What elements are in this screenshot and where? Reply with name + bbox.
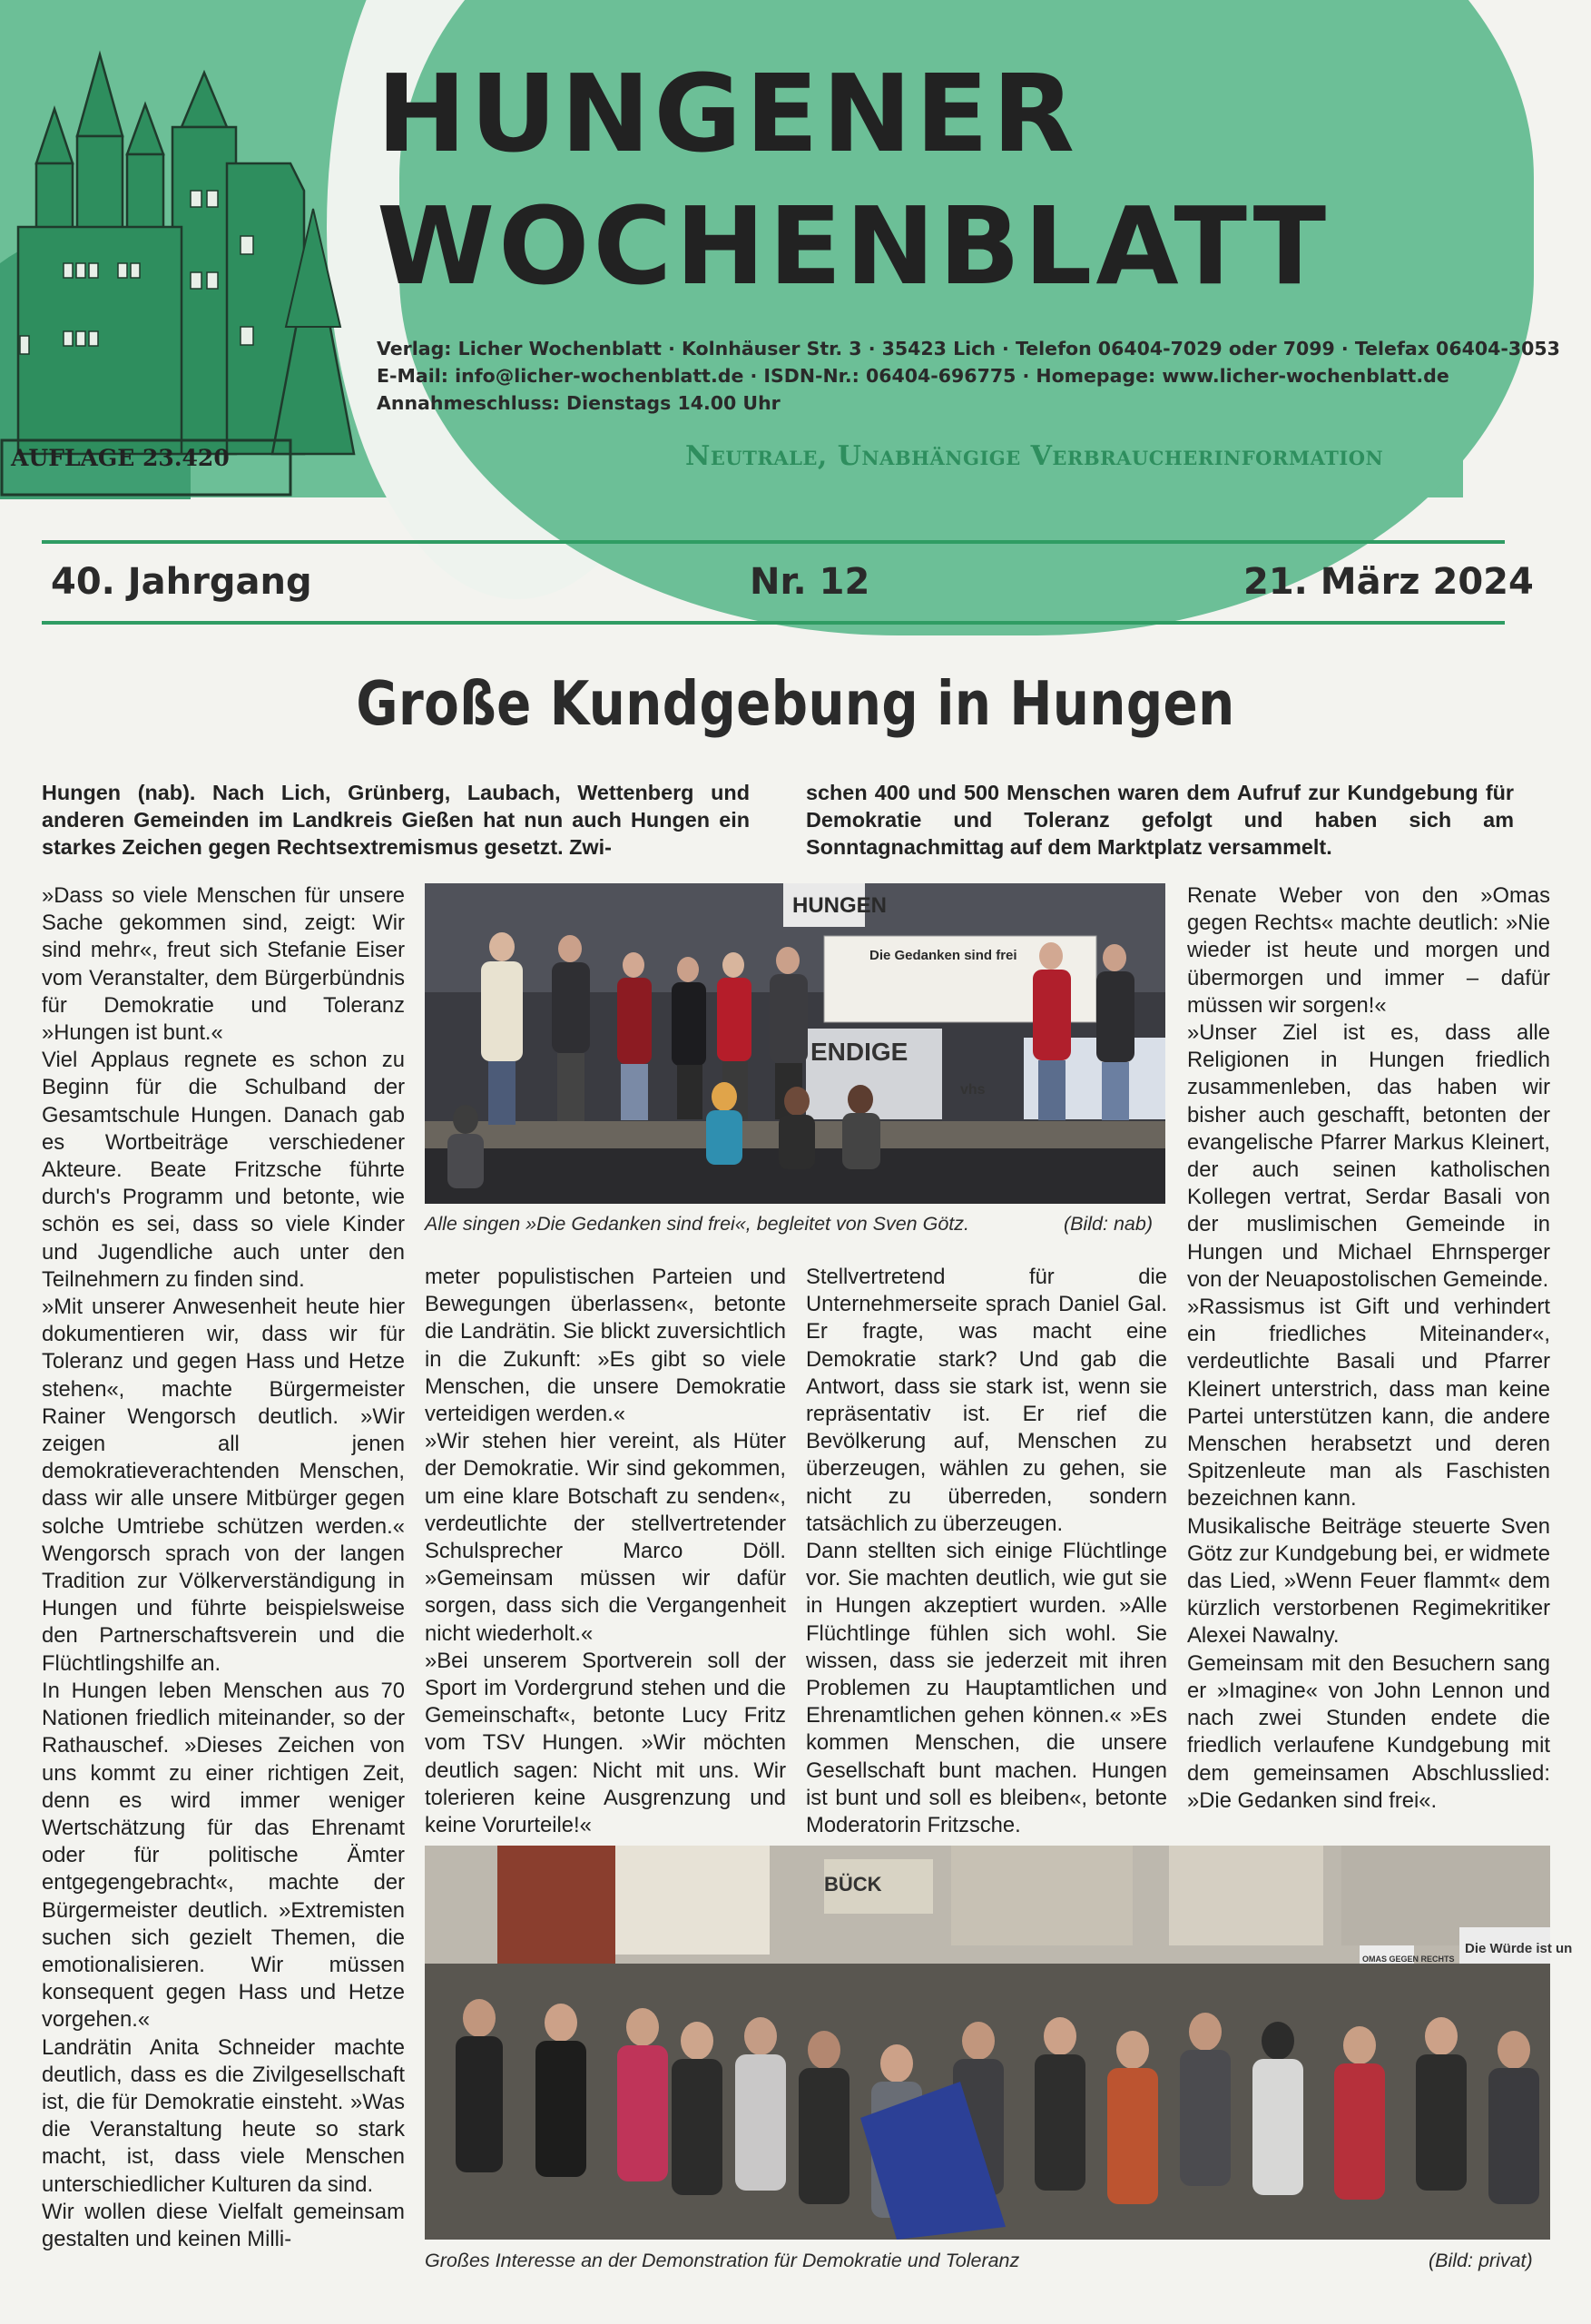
issue-line [51, 561, 1539, 606]
crowd-sign-omas: OMAS GEGEN RECHTS [1362, 1955, 1455, 1964]
masthead [0, 0, 1560, 497]
stage-banner-text: HUNGEN [792, 893, 888, 918]
paragraph: meter populistischen Parteien und Bewegungen überlassen«, betonte die Landrätin. Sie blickt zuversichtlich in die Zukunft: »Es gibt so viele Menschen, die unsere Demokratie verteidigen werden.« [425, 1265, 786, 1427]
paragraph: Wir wollen diese Vielfalt gemeinsam gestalten und keinen Milli- [42, 2199, 405, 2251]
photo-crowd-credit: (Bild: privat) [1429, 2250, 1533, 2271]
issue-volume: 40. Jahrgang [51, 561, 312, 603]
masthead-title-line2: WOCHENBLATT [377, 183, 1331, 309]
paragraph: »Rassismus ist Gift und verhindert ein friedliches Miteinander«, verdeutlichte Basali und Pfarrer Kleinert unterstrich, dass man keine Partei unterstützen kann, die andere Menschen herabsetzt und deren Spitzenleute man als Faschisten bezeichnen kann. [1187, 1295, 1550, 1512]
crowd-sign-wuerde: Die Würde ist un [1465, 1941, 1573, 1956]
stage-vhs-logo: vhs [960, 1082, 986, 1098]
photo-stage [425, 883, 1165, 1204]
paragraph: Dann stellten sich einige Flüchtlinge vor. Sie machten deutlich, wie gut sie in Hungen akzeptiert wurden. »Alle Flüchtlinge fühlen sich wohl. Sie wissen, dass sie jederzeit mit ihren Problemen zu Hauptamtlichen und Ehrenamtlichen gehen können.« »Es kommen Menschen, die unsere Gesellschaft bunt machen. Hungen ist bunt und soll es bleiben«, betonte Moderatorin Fritzsche. [806, 1539, 1167, 1838]
rule-top [42, 540, 1505, 544]
paragraph: In Hungen leben Menschen aus 70 Nationen friedlich miteinander, so der Rathauschef. »Dieses Zeichen von uns kommt zu einer richtigen Zeit, denn es wird immer weniger Wertschätzung für das Ehrenamt oder für politische Ämter entgegengebracht«, machte der Bürgermeister deutlich. »Extremisten suchen sich gezielt Themen, die emotionalisieren. Wir müssen konsequent gegen Hass und Hetze vorgehen.« [42, 1678, 405, 2033]
photo-crowd [425, 1846, 1573, 2240]
crowd-shop-sign: BÜCK [824, 1873, 882, 1896]
paragraph: »Wir stehen hier vereint, als Hüter der Demokratie. Wir sind gekommen, um eine klare Botschaft zu senden«, verdeutlichte der stellvertretender Schulsprecher Marco Döll. »Gemeinsam müssen wir dafür sorgen, dass sich die Vergangenheit nicht wiederholt.« [425, 1429, 786, 1646]
paragraph: Musikalische Beiträge steuerte Sven Götz zur Kundgebung bei, er widmete das Lied, »Wenn Feuer flammt« dem kürzlich verstorbenen Regimekritiker Alexei Nawalny. [1187, 1513, 1550, 1649]
article-headline: Große Kundgebung in Hungen [356, 668, 1235, 739]
paragraph: »Unser Ziel ist es, dass alle Religionen in Hungen friedlich zusammenleben, das haben wir bisher auch geschafft, betonten der evangelische Pfarrer Markus Kleinert, der auch seinen katholischen Kollegen vertrat, Serdar Basali von der muslimischen Gemeinde in Hungen und Michael Ehrnsperger von der Neuapostolischen Gemeinde. [1187, 1020, 1550, 1292]
photo-stage-caption: Alle singen »Die Gedanken sind frei«, begleitet von Sven Götz. [425, 1213, 969, 1235]
castle-logo [0, 54, 381, 499]
rule-bottom [42, 621, 1505, 625]
photo-crowd-image [425, 1846, 1573, 2240]
column-2 [425, 1264, 786, 1839]
photo-stage-credit: (Bild: nab) [1064, 1213, 1153, 1235]
column-1 [42, 882, 405, 2253]
photo-crowd-caption: Großes Interesse an der Demonstration für Demokratie und Toleranz [425, 2250, 1020, 2271]
paragraph: »Bei unserem Sportverein soll der Sport im Vordergrund stehen und die Gemeinschaft«, betonte Lucy Fritz vom TSV Hungen. »Wir möchten deutlich sagen: Nicht mit uns. Wir tolerieren keine Ausgrenzung und keine Vorurteile!« [425, 1648, 786, 1838]
paragraph: Renate Weber von den »Omas gegen Rechts« machte deutlich: »Nie wieder ist heute und morgen und übermorgen und immer – dafür müssen wir sorgen!« [1187, 883, 1550, 1018]
paragraph: Viel Applaus regnete es schon zu Beginn für die Schulband der Gesamtschule Hungen. Danach gab es Wortbeiträge verschiedener Akteure. Beate Fritzsche führte durch's Programm und betonte, wie schön es sei, dass so viele Kinder und Jugendliche auch unter den Teilnehmern zu finden sind. [42, 1048, 405, 1292]
paragraph: »Dass so viele Menschen für unsere Sache gekommen sind, zeigt: Wir sind mehr«, freut sich Stefanie Eiser vom Veranstalter, dem Bürgerbündnis für Demokratie und Toleranz »Hungen ist bunt.« [42, 883, 405, 1046]
paragraph: Landrätin Anita Schneider machte deutlich, dass es die Zivilgesellschaft ist, die für Demokratie einsteht. »Was die Veranstaltung heute so stark macht, ist, dass viele Menschen unterschiedlicher Kulturen da sind. [42, 2034, 405, 2197]
paragraph: »Mit unserer Anwesenheit heute hier dokumentieren wir, dass wir für Toleranz und gegen Hass und Hetze stehen«, machte Bürgermeister Rainer Wengorsch deutlich. »Wir zeigen all jenen demokratieverachtenden Menschen, dass wir alle unsere Mitbürger gegen solche Umtriebe schützen werden.« Wengorsch sprach von der langen Tradition zur Völkerverständigung in Hungen und führte beispielsweise den Partnerschaftsverein und die Flüchtlingshilfe an. [42, 1295, 405, 1676]
photo-stage-image [425, 883, 1165, 1204]
print-run: AUFLAGE 23.420 [11, 445, 230, 471]
masthead-title-line1: HUNGENER [377, 51, 1079, 176]
stage-screen-text: ENDIGE [810, 1038, 908, 1066]
lead-right: schen 400 und 500 Menschen waren dem Aufruf zur Kundgebung für Demokratie und Toleranz gefolgt und haben sich am Sonntagnachmittag auf dem Marktplatz versammelt. [806, 781, 1514, 859]
paragraph: Stellvertretend für die Unternehmerseite sprach Daniel Gal. Er fragte, was macht eine Demokratie stark? Und gab die Antwort, dass sie stark ist, wenn sie repräsentativ ist. Er rief die Bevölkerung auf, Menschen zu überzeugen, wählen zu gehen, sie nicht zu überreden, sondern tatsächlich zu überzeugen. [806, 1265, 1167, 1536]
imprint-line1: Verlag: Licher Wochenblatt · Kolnhäuser Str. 3 · 35423 Lich · Telefon 06404-7029 oder 7099 · Telefax 06404-3053 [377, 338, 1560, 359]
tagline: Neutrale, Unabhängige Verbraucherinformation [685, 440, 1384, 472]
column-3 [806, 1264, 1167, 1839]
stage-sign-text: Die Gedanken sind frei [869, 948, 1017, 963]
issue-number: Nr. 12 [750, 561, 870, 603]
issue-date: 21. März 2024 [1243, 561, 1534, 603]
lead-left: Hungen (nab). Nach Lich, Grünberg, Laubach, Wettenberg und anderen Gemeinden im Landkreis Gießen hat nun auch Hungen ein starkes Zeichen gegen Rechtsextremismus gesetzt. Zwi- [42, 781, 750, 859]
paragraph: Gemeinsam mit den Besuchern sang er »Imagine« von John Lennon und nach zwei Stunden endete die friedlich verlaufene Kundgebung mit dem gemeinsamen Abschlusslied: »Die Gedanken sind frei«. [1187, 1650, 1550, 1813]
imprint-line2: E-Mail: info@licher-wochenblatt.de · ISDN-Nr.: 06404-696775 · Homepage: www.licher-wochenblatt.de [377, 365, 1449, 387]
column-4 [1187, 882, 1550, 1815]
imprint-line3: Annahmeschluss: Dienstags 14.00 Uhr [377, 392, 781, 414]
